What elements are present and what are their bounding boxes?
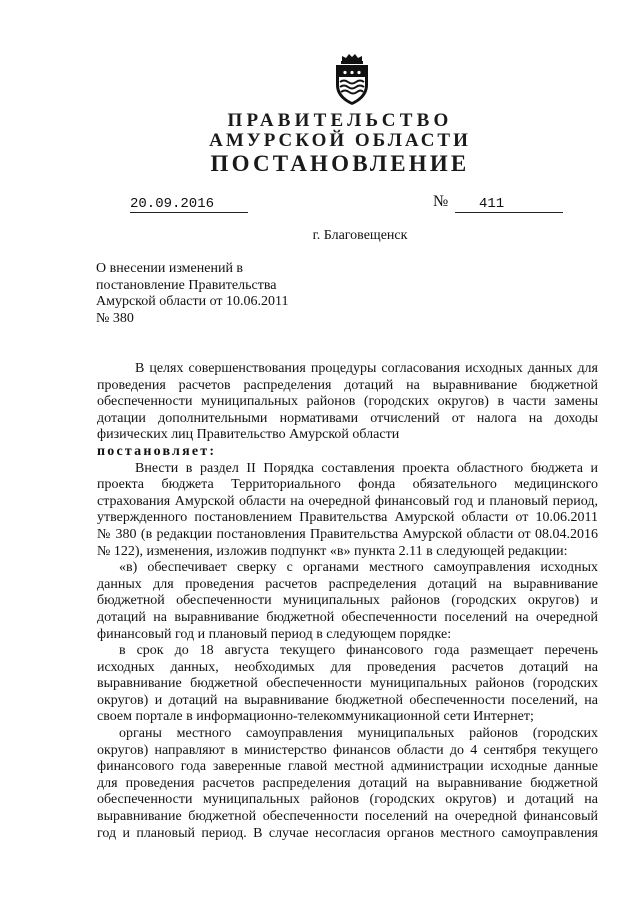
body-line: своем портале в информационно-телекоммуникационной сети Интернет; bbox=[97, 709, 534, 725]
body-line: Внести в раздел II Порядка составления проекта областного бюджета и bbox=[135, 460, 598, 476]
coat-of-arms-emblem bbox=[328, 52, 376, 106]
city: г. Благовещенск bbox=[312, 228, 408, 243]
subject-line: О внесении изменений в bbox=[96, 261, 244, 276]
document-type: ПОСТАНОВЛЕНИЕ bbox=[210, 151, 470, 176]
body-line: бюджетной обеспеченности муниципальных районов (городских округов) и bbox=[97, 593, 598, 609]
body-line: в срок до 18 августа текущего финансового года размещает перечень bbox=[119, 643, 598, 659]
body-line: округов) и дотаций на выравнивание бюджетной обеспеченности поселений, на bbox=[97, 692, 598, 708]
body-line: обеспеченности муниципальных районов (городских округов) в части замены bbox=[97, 394, 598, 410]
body-line: органы местного самоуправления муниципальных районов (городских bbox=[119, 726, 598, 742]
body-line: дотаций на выравнивание бюджетной обеспеченности поселений на очередной bbox=[97, 609, 598, 625]
body-line: год и плановый период. В случае несогласия органов местного самоуправления bbox=[97, 825, 598, 841]
body-line: № 380 (в редакции постановления Правительства Амурской области от 08.04.2016 bbox=[97, 526, 598, 542]
subject-line: Амурской области от 10.06.2011 bbox=[96, 294, 289, 309]
body-line: проекта бюджета Территориального фонда обязательного медицинского bbox=[97, 477, 598, 493]
body-line: В целях совершенствования процедуры согласования исходных данных для bbox=[135, 361, 598, 376]
body-line: страхования Амурской области на очередной финансовый год и плановый период, bbox=[97, 493, 598, 509]
body-line: утвержденного постановлением Правительства Амурской области от 10.06.2011 bbox=[97, 510, 598, 526]
document-date: 20.09.2016 bbox=[130, 196, 248, 213]
body-line: выравнивание бюджетной обеспеченности муниципальных районов (городских bbox=[97, 676, 598, 692]
government-title: ПРАВИТЕЛЬСТВО bbox=[227, 110, 453, 131]
number-sign: № bbox=[433, 193, 449, 210]
body-line: данных для проведения расчетов распределения дотаций на выравнивание bbox=[97, 576, 598, 592]
resolves-heading: постановляет: bbox=[97, 443, 217, 459]
body-line: для проведения расчетов распределения дотаций на выравнивание бюджетной bbox=[97, 775, 598, 791]
document-subject bbox=[96, 261, 288, 327]
document-number: 411 bbox=[455, 196, 563, 213]
body-line: округов) направляют в министерство финансов области до 4 сентября текущего bbox=[97, 742, 598, 758]
body-line: выравнивание бюджетной обеспеченности поселений на очередной финансовый bbox=[97, 809, 598, 825]
body-line: исходных данных, необходимых для проведения расчетов дотаций на bbox=[97, 659, 598, 675]
body-line: № 122), изменения, изложив подпункт «в» пункта 2.11 в следующей редакции: bbox=[97, 543, 568, 559]
body-line: обеспеченности муниципальных районов (городских округов) и дотаций на bbox=[97, 792, 598, 808]
body-line: «в) обеспечивает сверку с органами местного самоуправления исходных bbox=[119, 560, 598, 576]
body-line: финансового года заверенные главой местной администрации исходные данные bbox=[97, 759, 598, 775]
body-line: дотации дополнительными нормативами отчислений от налога на доходы bbox=[97, 410, 598, 426]
subject-line: постановление Правительства bbox=[96, 277, 277, 293]
document-body bbox=[97, 361, 598, 842]
subject-line: № 380 bbox=[96, 310, 134, 326]
body-line: проведения расчетов распределения дотаций на выравнивание бюджетной bbox=[97, 377, 598, 393]
body-line: физических лиц Правительство Амурской области bbox=[97, 427, 400, 443]
body-line: финансовый год и плановый период в следующем порядке: bbox=[97, 626, 452, 642]
region-title: АМУРСКОЙ ОБЛАСТИ bbox=[209, 130, 471, 151]
